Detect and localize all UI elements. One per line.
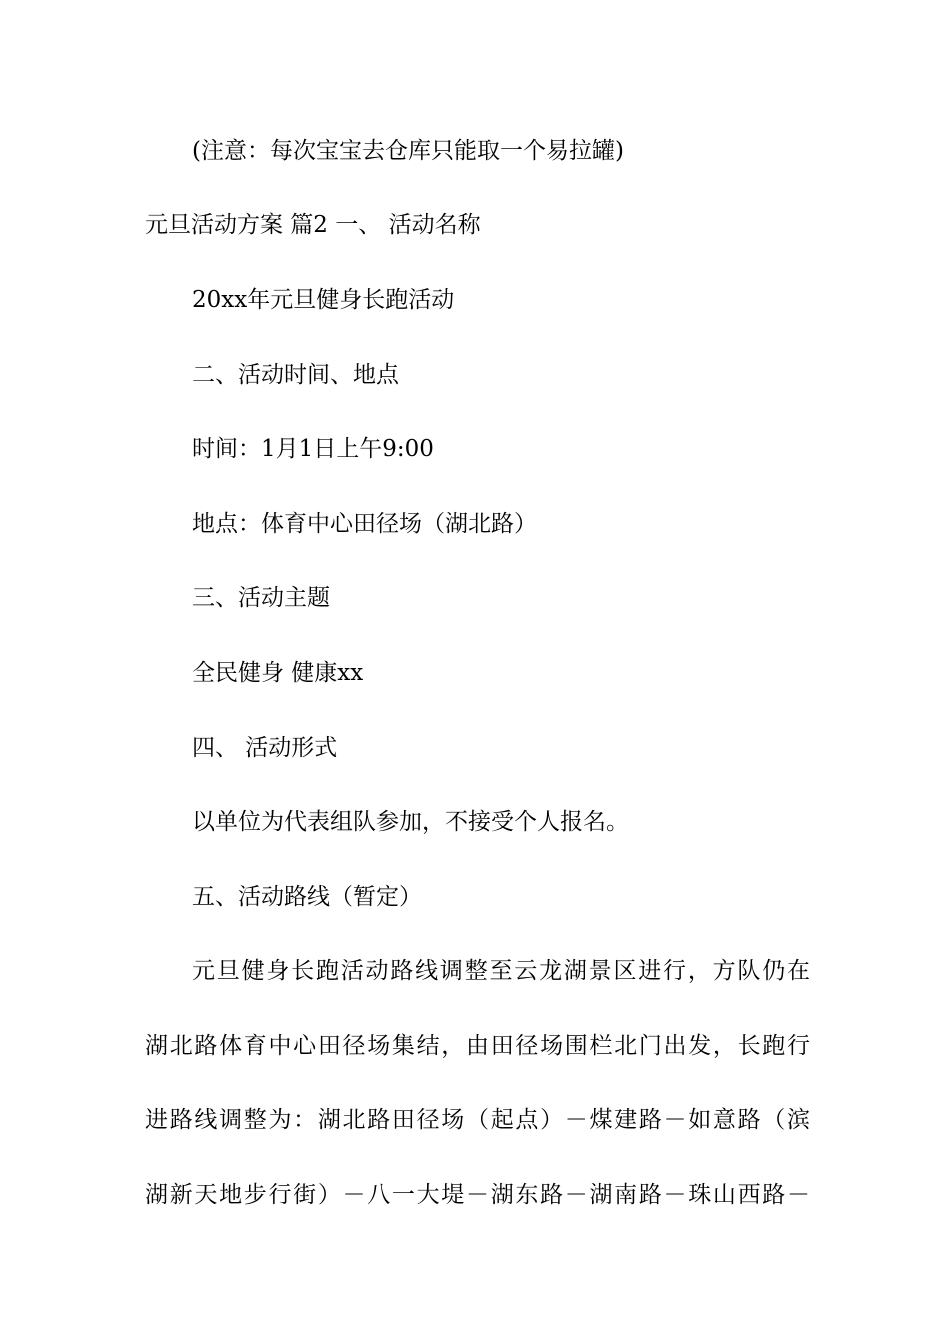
form-line: 以单位为代表组队参加，不接受个人报名。 [192, 809, 629, 835]
section-title: 五、活动路线（暂定） [192, 884, 422, 910]
note-line: (注意：每次宝宝去仓库只能取一个易拉罐) [192, 138, 624, 164]
section-title: 二、活动时间、地点 [192, 362, 399, 388]
location-line: 地点：体育中心田径场（湖北路） [192, 511, 537, 537]
time-line: 时间：1月1日上午9:00 [192, 436, 434, 462]
route-paragraph-line: 湖北路体育中心田径场集结，由田径场围栏北门出发，长跑行 [145, 1033, 810, 1059]
section-heading: 元旦活动方案 篇2 一、 活动名称 [145, 212, 481, 238]
route-paragraph-line: 湖新天地步行街）－八一大堤－湖东路－湖南路－珠山西路－ [145, 1182, 810, 1208]
event-name: 20xx年元旦健身长跑活动 [192, 287, 455, 313]
section-title: 四、 活动形式 [192, 735, 338, 761]
route-paragraph-line: 进路线调整为：湖北路田径场（起点）－煤建路－如意路（滨 [145, 1107, 810, 1133]
route-paragraph-line: 元旦健身长跑活动路线调整至云龙湖景区进行，方队仍在 [192, 958, 810, 984]
section-title: 三、活动主题 [192, 585, 330, 611]
theme-line: 全民健身 健康xx [192, 660, 364, 686]
